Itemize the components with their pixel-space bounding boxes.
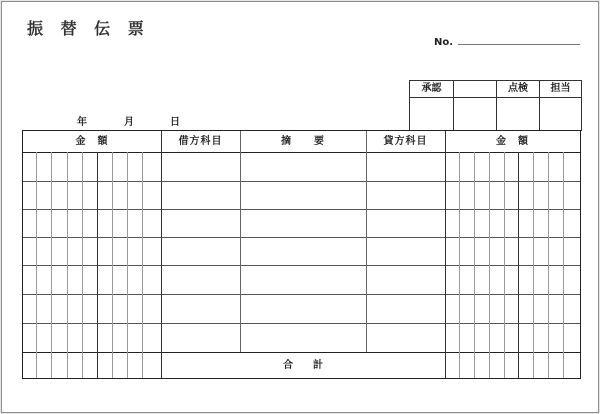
date-year-label: 年 — [77, 117, 87, 128]
debit-amount-header: 金 額 — [75, 136, 109, 147]
credit-amount-header: 金 額 — [496, 136, 529, 147]
digit-divider — [474, 152, 475, 378]
digit-divider — [112, 152, 113, 378]
column-divider — [445, 131, 446, 378]
approval-cell-label: 承認 — [410, 81, 453, 98]
person-in-charge-cell[interactable] — [539, 81, 581, 131]
digit-divider — [489, 152, 490, 378]
row-divider — [23, 209, 580, 210]
approval-stamp-box — [409, 80, 582, 131]
number-label: No. — [434, 37, 454, 48]
digit-divider — [36, 152, 37, 378]
description-header: 摘 要 — [281, 136, 325, 147]
digit-divider — [533, 152, 534, 378]
digit-group-divider — [518, 152, 519, 378]
digit-divider — [548, 152, 549, 378]
column-divider — [240, 131, 241, 352]
row-divider — [23, 265, 580, 266]
digit-divider — [127, 152, 128, 378]
debit-account-header: 借方科目 — [178, 136, 223, 147]
digit-divider — [142, 152, 143, 378]
journal-table — [22, 130, 581, 379]
total-label: 合 計 — [283, 360, 323, 371]
row-divider — [23, 181, 580, 182]
person-in-charge-label: 担当 — [540, 81, 581, 98]
blank-stamp-cell[interactable] — [453, 81, 496, 131]
credit-account-header: 貸方科目 — [383, 136, 428, 147]
header-divider — [23, 152, 580, 153]
form-title: 振 替 伝 票 — [27, 19, 150, 38]
row-divider — [23, 294, 580, 295]
digit-divider — [563, 152, 564, 378]
inspection-cell[interactable] — [496, 81, 539, 131]
column-divider — [366, 131, 367, 352]
row-divider — [23, 323, 580, 324]
blank-cell-label — [454, 81, 496, 98]
column-divider — [161, 131, 162, 378]
approval-cell[interactable] — [409, 81, 453, 131]
digit-divider — [459, 152, 460, 378]
digit-group-divider — [97, 152, 98, 378]
digit-divider — [82, 152, 83, 378]
digit-divider — [51, 152, 52, 378]
row-divider — [23, 237, 580, 238]
date-month-label: 月 — [124, 117, 134, 128]
inspection-cell-label: 点検 — [497, 81, 539, 98]
date-day-label: 日 — [170, 117, 180, 128]
digit-divider — [67, 152, 68, 378]
voucher-form — [1, 1, 599, 413]
digit-divider — [504, 152, 505, 378]
number-field[interactable] — [458, 44, 580, 45]
